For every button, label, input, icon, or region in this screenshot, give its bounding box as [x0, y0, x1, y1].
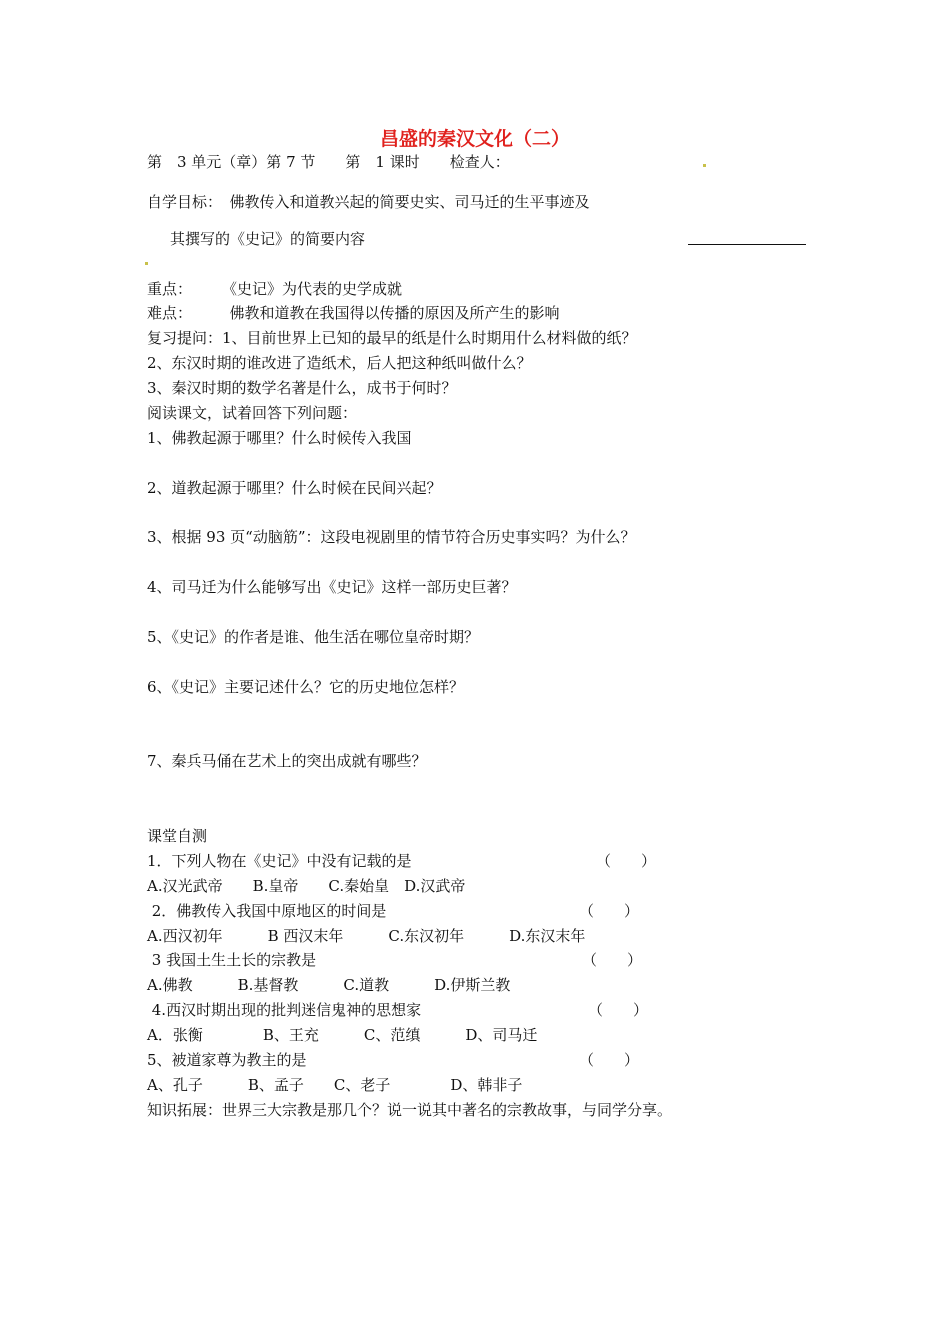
question-item: 7、秦兵马俑在艺术上的突出成就有哪些？: [147, 752, 427, 770]
learning-goal-line-2: 其撰写的《史记》的简要内容: [170, 230, 366, 248]
review-question: 3、秦汉时期的数学名著是什么，成书于何时？: [147, 379, 457, 397]
review-question: 2、东汉时期的谁改进了造纸术，后人把这种纸叫做什么？: [147, 354, 532, 372]
mcq-options: A.佛教 B.基督教 C.道教 D.伊斯兰教: [147, 976, 511, 994]
question-item: 6、《史记》主要记述什么？它的历史地位怎样？: [147, 678, 465, 696]
key-point: 重点： 《史记》为代表的史学成就: [147, 280, 403, 298]
answer-bracket: （ ）: [596, 852, 657, 870]
mcq-question: 1．下列人物在《史记》中没有记载的是: [147, 852, 412, 870]
reading-intro: 阅读课文，试着回答下列问题：: [147, 404, 358, 422]
question-item: 2、道教起源于哪里？什么时候在民间兴起？: [147, 479, 442, 497]
difficult-point: 难点： 佛教和道教在我国得以传播的原因及所产生的影响: [147, 304, 560, 322]
answer-bracket: （ ）: [579, 902, 640, 920]
question-item: 3、根据 93 页“动脑筋”：这段电视剧里的情节符合历史事实吗？为什么？: [147, 528, 636, 546]
review-question: 复习提问：1、目前世界上已知的最早的纸是什么时期用什么材料做的纸？: [147, 329, 637, 347]
answer-underline: [688, 244, 806, 245]
answer-bracket: （ ）: [582, 951, 643, 969]
mcq-question: 3 我国土生土长的宗教是: [147, 951, 317, 969]
mcq-options: A．张衡 B、王充 C、范缜 D、司马迁: [147, 1026, 538, 1044]
scan-speck: [703, 164, 706, 167]
page-title: 昌盛的秦汉文化（二）: [379, 128, 570, 150]
answer-bracket: （ ）: [588, 1001, 649, 1019]
self-test-title: 课堂自测: [147, 827, 208, 845]
knowledge-extension: 知识拓展：世界三大宗教是那几个？说一说其中著名的宗教故事，与同学分享。: [147, 1101, 673, 1119]
mcq-question: 2．佛教传入我国中原地区的时间是: [147, 902, 387, 920]
question-item: 5、《史记》的作者是谁、他生活在哪位皇帝时期？: [147, 628, 480, 646]
question-item: 4、司马迁为什么能够写出《史记》这样一部历史巨著？: [147, 578, 517, 596]
mcq-options: A、孔子 B、孟子 C、老子 D、韩非子: [147, 1076, 523, 1094]
mcq-question: 5、被道家尊为教主的是: [147, 1051, 307, 1069]
mcq-options: A.汉光武帝 B.皇帝 C.秦始皇 D.汉武帝: [147, 877, 466, 895]
question-item: 1、佛教起源于哪里？什么时候传入我国: [147, 429, 412, 447]
scan-speck: [145, 262, 148, 265]
lesson-header: 第 3 单元（章）第 7 节 第 1 课时 检查人：: [147, 153, 510, 171]
mcq-options: A.西汉初年 B 西汉末年 C.东汉初年 D.东汉末年: [147, 927, 586, 945]
mcq-question: 4.西汉时期出现的批判迷信鬼神的思想家: [147, 1001, 422, 1019]
answer-bracket: （ ）: [579, 1051, 640, 1069]
learning-goal-line-1: 自学目标： 佛教传入和道教兴起的简要史实、司马迁的生平事迹及: [147, 193, 590, 211]
